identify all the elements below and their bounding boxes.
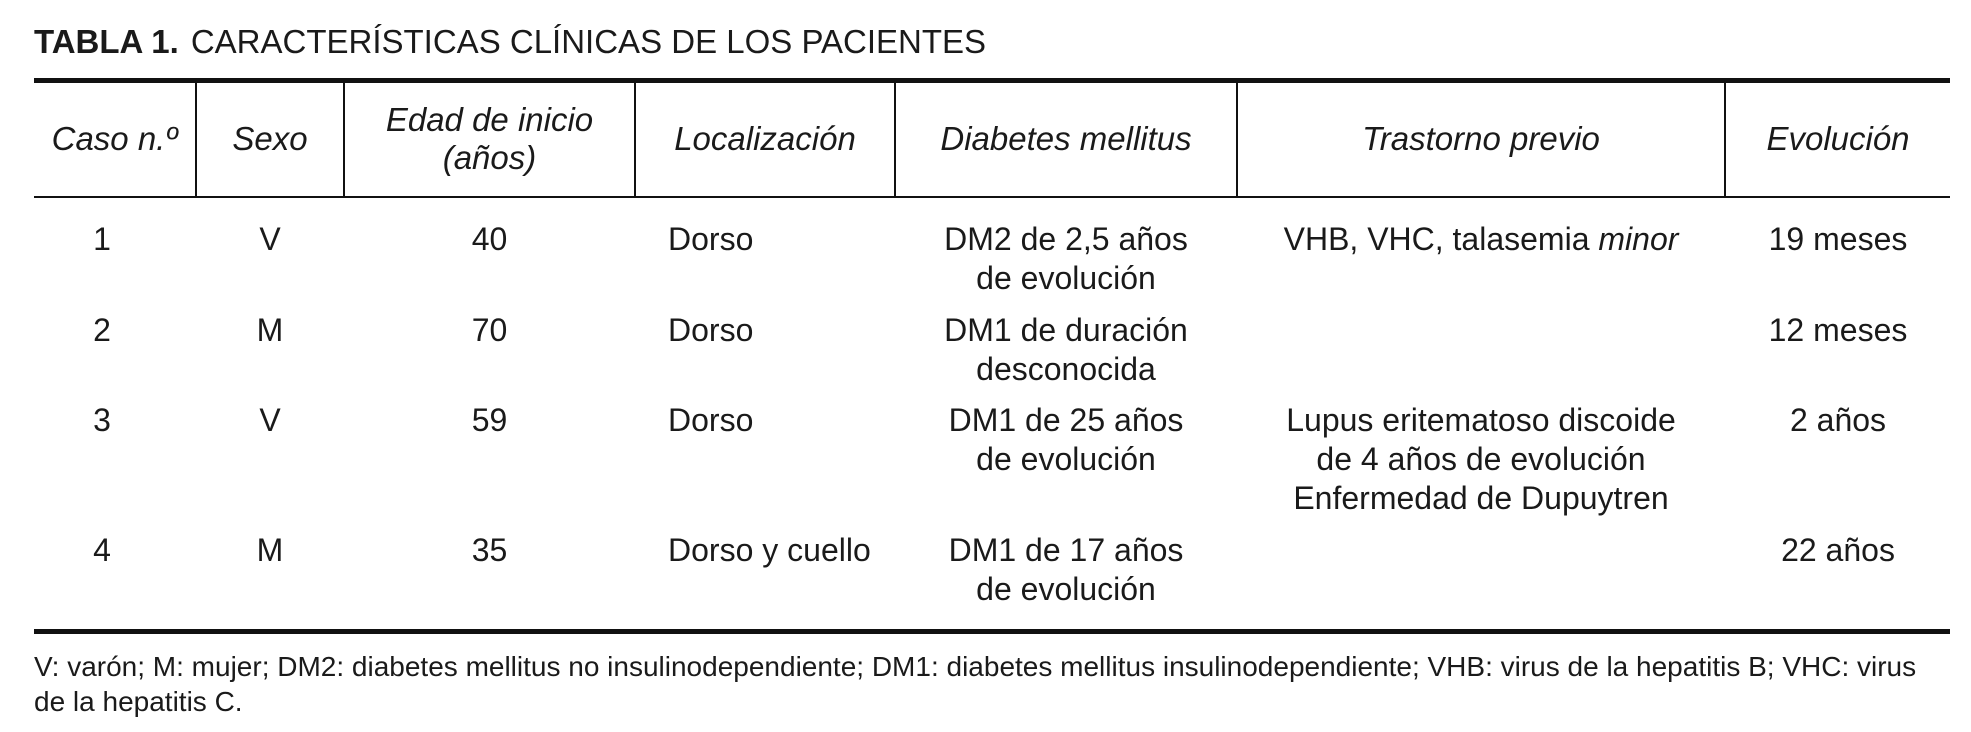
table-number: TABLA 1. <box>34 23 179 60</box>
header-localizacion: Localización <box>674 120 856 157</box>
cell-sexo: V <box>259 402 281 438</box>
cell-sexo: M <box>256 532 284 568</box>
cell-localizacion: Dorso <box>668 312 754 348</box>
cell-caso: 1 <box>93 221 111 257</box>
cell-localizacion: Dorso <box>668 221 754 257</box>
header-caso: Caso n.º <box>51 120 178 157</box>
cell-caso: 2 <box>93 312 111 348</box>
cell-localizacion: Dorso <box>668 402 754 438</box>
cell-diabetes: DM1 de 25 años de evolución <box>948 402 1184 477</box>
table-title-text: CARACTERÍSTICAS CLÍNICAS DE LOS PACIENTES <box>190 23 987 60</box>
cell-sexo: V <box>259 221 281 257</box>
cell-evolucion: 19 meses <box>1768 221 1908 257</box>
cell-edad: 59 <box>471 402 508 438</box>
cell-edad: 70 <box>471 312 508 348</box>
cell-evolucion: 22 años <box>1781 532 1895 568</box>
cell-trastorno: Lupus eritematoso discoide de 4 años de evolución Enfermedad de Dupuytren <box>1286 402 1676 516</box>
header-rule <box>34 196 1950 198</box>
cell-diabetes: DM1 de 17 años de evolución <box>948 532 1184 607</box>
header-sexo: Sexo <box>232 120 308 157</box>
table-title <box>34 18 986 66</box>
cell-diabetes: DM1 de duración desconocida <box>944 312 1188 387</box>
bottom-rule <box>34 629 1950 634</box>
header-edad: Edad de inicio (años) <box>385 101 594 176</box>
cell-localizacion: Dorso y cuello <box>668 532 871 568</box>
cell-diabetes: DM2 de 2,5 años de evolución <box>944 221 1188 296</box>
cell-caso: 3 <box>93 402 111 438</box>
cell-trastorno: VHB, VHC, talasemia minor <box>1283 221 1679 257</box>
header-trastorno: Trastorno previo <box>1362 120 1600 157</box>
cell-sexo: M <box>256 312 284 348</box>
cell-evolucion: 12 meses <box>1768 312 1908 348</box>
cell-caso: 4 <box>93 532 111 568</box>
header-diabetes: Diabetes mellitus <box>940 120 1192 157</box>
cell-edad: 35 <box>471 532 508 568</box>
header-evolucion: Evolución <box>1766 120 1910 157</box>
cell-evolucion: 2 años <box>1789 402 1887 438</box>
cell-edad: 40 <box>471 221 508 257</box>
table-footnote: V: varón; M: mujer; DM2: diabetes mellitus no insulinodependiente; DM1: diabetes mellitus insulinodependiente; VHB: virus de la hepatitis B; VHC: virus de la hepatitis C. <box>34 651 1917 717</box>
